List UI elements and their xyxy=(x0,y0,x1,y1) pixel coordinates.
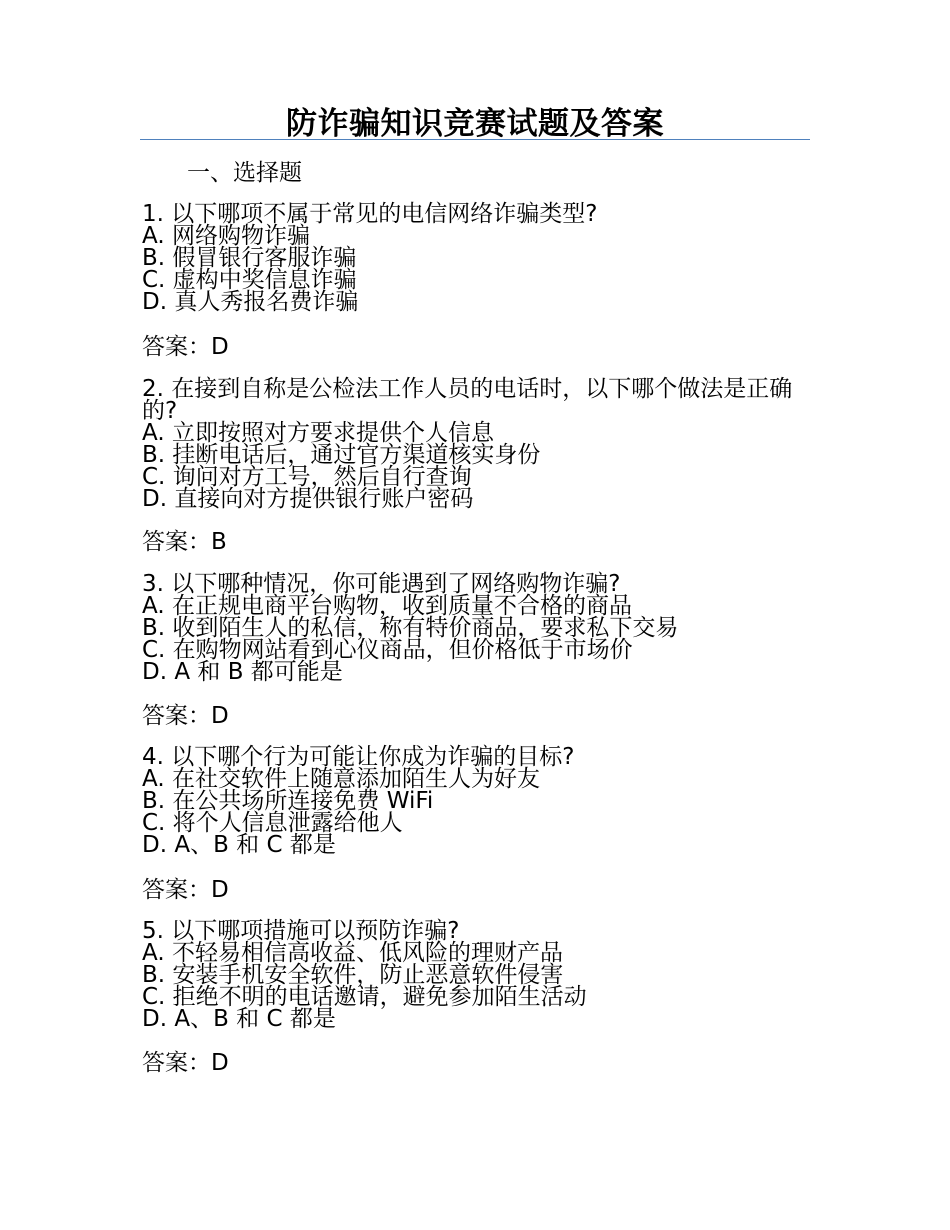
question-5 xyxy=(142,920,802,1030)
question-option: B. 挂断电话后，通过官方渠道核实身份 xyxy=(142,442,541,468)
question-stem: 1. 以下哪项不属于常见的电信网络诈骗类型? xyxy=(142,201,598,227)
question-option: C. 虚构中奖信息诈骗 xyxy=(142,267,357,293)
question-option: D. 真人秀报名费诈骗 xyxy=(142,289,359,315)
answer-4: 答案：D xyxy=(142,877,229,903)
answer-2: 答案：B xyxy=(142,529,227,555)
question-option: B. 假冒银行客服诈骗 xyxy=(142,245,357,271)
question-stem: 4. 以下哪个行为可能让你成为诈骗的目标? xyxy=(142,744,575,770)
answer-3: 答案：D xyxy=(142,703,229,729)
title-underline xyxy=(140,139,810,140)
question-option: A. 不轻易相信高收益、低风险的理财产品 xyxy=(142,940,563,966)
question-option: A. 网络购物诈骗 xyxy=(142,223,310,249)
question-option: D. A 和 B 都可能是 xyxy=(142,659,343,685)
question-option: D. 直接向对方提供银行账户密码 xyxy=(142,486,474,512)
question-option: A. 立即按照对方要求提供个人信息 xyxy=(142,420,494,446)
question-option: C. 将个人信息泄露给他人 xyxy=(142,810,403,836)
question-4 xyxy=(142,746,802,856)
question-option: B. 安装手机安全软件，防止恶意软件侵害 xyxy=(142,962,564,988)
question-option: A. 在社交软件上随意添加陌生人为好友 xyxy=(142,766,540,792)
document-title: 防诈骗知识竞赛试题及答案 xyxy=(286,106,664,142)
question-option: A. 在正规电商平台购物，收到质量不合格的商品 xyxy=(142,593,632,619)
question-1 xyxy=(142,203,802,313)
question-2 xyxy=(142,378,802,510)
question-option: B. 在公共场所连接免费 WiFi xyxy=(142,788,434,814)
question-option: C. 在购物网站看到心仪商品，但价格低于市场价 xyxy=(142,637,633,663)
question-option: D. A、B 和 C 都是 xyxy=(142,1006,336,1032)
question-option: D. A、B 和 C 都是 xyxy=(142,832,336,858)
question-stem: 3. 以下哪种情况，你可能遇到了网络购物诈骗? xyxy=(142,571,621,597)
question-option: C. 拒绝不明的电话邀请，避免参加陌生活动 xyxy=(142,984,587,1010)
question-stem: 5. 以下哪项措施可以预防诈骗? xyxy=(142,918,460,944)
question-option: C. 询问对方工号，然后自行查询 xyxy=(142,464,472,490)
question-option: B. 收到陌生人的私信，称有特价商品，要求私下交易 xyxy=(142,615,679,641)
answer-1: 答案：D xyxy=(142,334,229,360)
answer-5: 答案：D xyxy=(142,1050,229,1076)
question-stem: 2. 在接到自称是公检法工作人员的电话时，以下哪个做法是正确的? xyxy=(142,376,793,424)
section-heading: 一、选择题 xyxy=(187,160,302,186)
question-3 xyxy=(142,573,802,683)
